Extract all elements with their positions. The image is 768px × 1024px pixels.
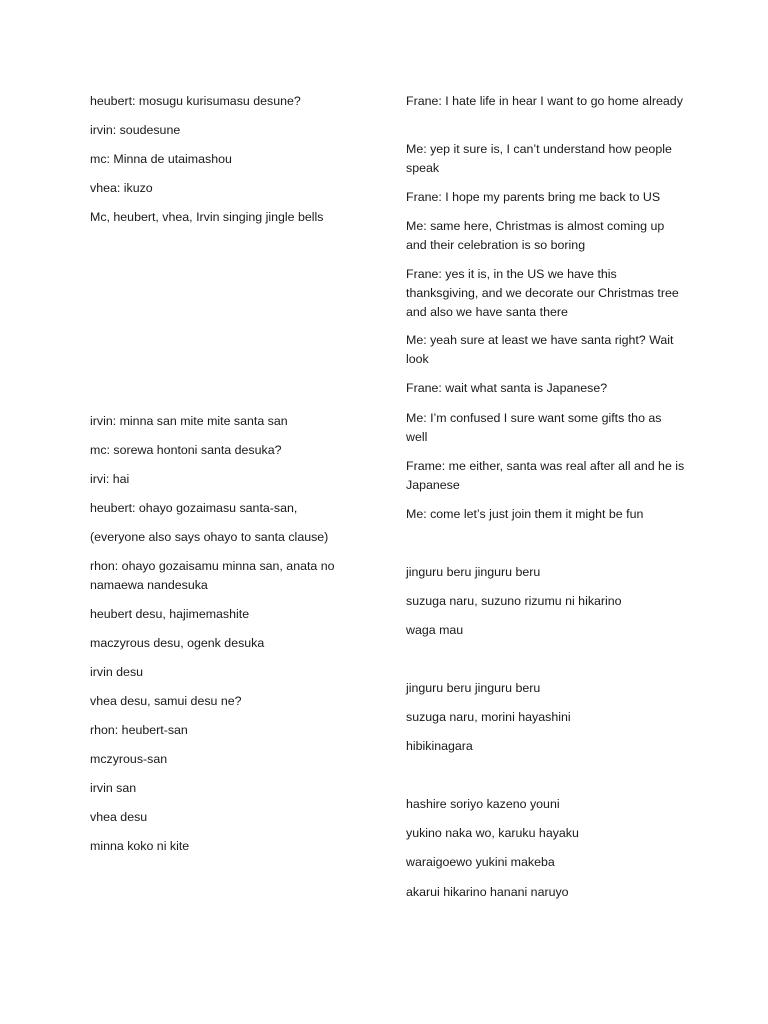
stage-direction: (everyone also says ohayo to santa clause) xyxy=(90,530,329,544)
dialogue-line: irvin san xyxy=(90,781,137,795)
dialogue-line: rhon: heubert-san xyxy=(90,723,188,737)
dialogue-line: mc: Minna de utaimashou xyxy=(90,152,232,166)
left-column xyxy=(90,0,370,1024)
dialogue-line: irvin desu xyxy=(90,665,144,679)
dialogue-line: rhon: ohayo gozaisamu minna san, anata no namaewa nandesuka xyxy=(90,559,335,592)
dialogue-line: Me: I’m confused I sure want some gifts tho as well xyxy=(406,411,662,444)
lyric-line: jinguru beru jinguru beru xyxy=(406,681,541,695)
dialogue-line: heubert desu, hajimemashite xyxy=(90,607,250,621)
dialogue-line: irvi: hai xyxy=(90,472,130,486)
dialogue-line: irvin: soudesune xyxy=(90,123,181,137)
dialogue-line: Frane: I hope my parents bring me back to US xyxy=(406,190,661,204)
dialogue-line: Me: yeah sure at least we have santa right? Wait look xyxy=(406,333,674,366)
dialogue-line: heubert: mosugu kurisumasu desune? xyxy=(90,94,301,108)
lyric-line: akarui hikarino hanani naruyo xyxy=(406,885,569,899)
stage-direction: Mc, heubert, vhea, Irvin singing jingle bells xyxy=(90,210,324,224)
lyric-line: waraigoewo yukini makeba xyxy=(406,855,555,869)
lyric-line: waga mau xyxy=(406,623,464,637)
dialogue-line: vhea desu, samui desu ne? xyxy=(90,694,242,708)
dialogue-line: Me: same here, Christmas is almost coming up and their celebration is so boring xyxy=(406,219,665,252)
dialogue-line: Frane: I hate life in hear I want to go home already xyxy=(406,94,683,108)
lyric-line: suzuga naru, morini hayashini xyxy=(406,710,571,724)
dialogue-line: vhea desu xyxy=(90,810,148,824)
dialogue-line: mczyrous-san xyxy=(90,752,168,766)
lyric-line: jinguru beru jinguru beru xyxy=(406,565,541,579)
dialogue-line: mc: sorewa hontoni santa desuka? xyxy=(90,443,282,457)
lyric-line: hibikinagara xyxy=(406,739,473,753)
dialogue-line: vhea: ikuzo xyxy=(90,181,153,195)
lyric-line: hashire soriyo kazeno youni xyxy=(406,797,560,811)
lyric-line: suzuga naru, suzuno rizumu ni hikarino xyxy=(406,594,622,608)
dialogue-line: Frane: wait what santa is Japanese? xyxy=(406,381,608,395)
dialogue-line: irvin: minna san mite mite santa san xyxy=(90,414,288,428)
lyric-line: yukino naka wo, karuku hayaku xyxy=(406,826,579,840)
right-column xyxy=(406,0,686,1024)
dialogue-line: Me: yep it sure is, I can’t understand how people speak xyxy=(406,142,672,175)
dialogue-line: maczyrous desu, ogenk desuka xyxy=(90,636,265,650)
dialogue-line: heubert: ohayo gozaimasu santa-san, xyxy=(90,501,298,515)
dialogue-line: minna koko ni kite xyxy=(90,839,190,853)
dialogue-line: Frane: yes it is, in the US we have this thanksgiving, and we decorate our Christmas tree and also we have santa there xyxy=(406,267,679,319)
dialogue-line: Frame: me either, santa was real after all and he is Japanese xyxy=(406,459,685,492)
dialogue-line: Me: come let’s just join them it might be fun xyxy=(406,507,644,521)
